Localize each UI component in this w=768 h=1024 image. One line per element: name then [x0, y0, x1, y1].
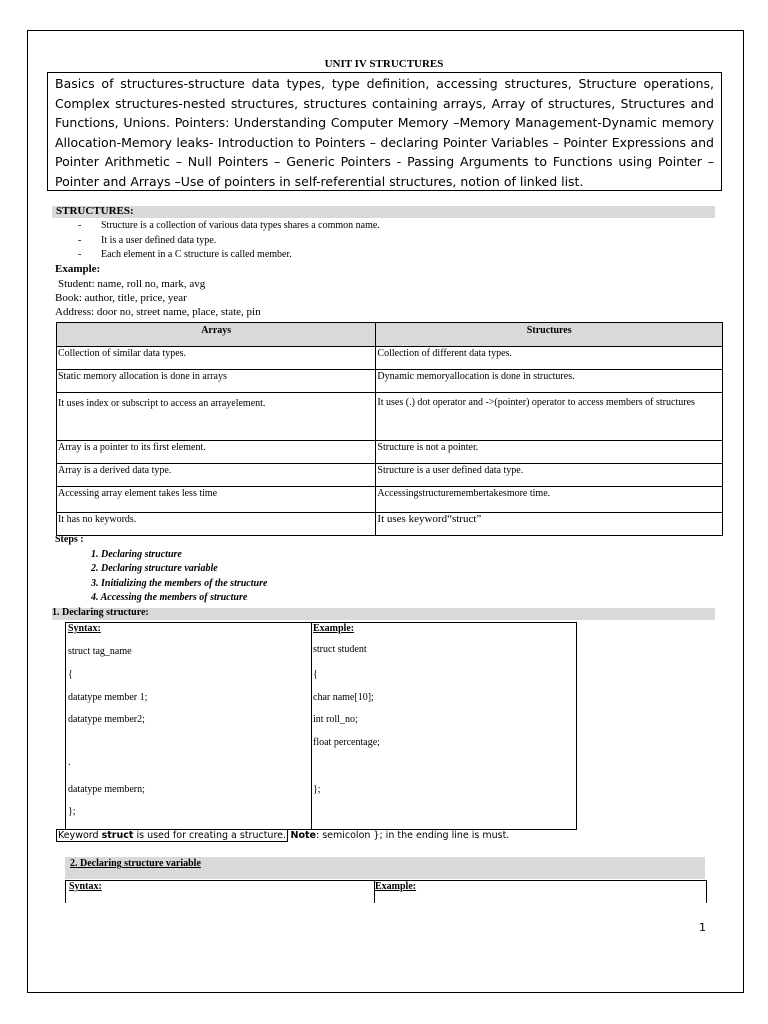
bullet-dash: -	[78, 249, 82, 260]
bullet-item: Structure is a collection of various data types shares a common name.	[101, 220, 380, 231]
syntax-line: };	[68, 806, 76, 817]
syntax-line: .	[68, 757, 71, 768]
sec2-heading: 2. Declaring structure variable	[70, 858, 201, 869]
syntax-line: datatype member 1;	[68, 692, 148, 703]
example-line: Address: door no, street name, place, state, pin	[55, 306, 261, 318]
page-number: 1	[699, 921, 706, 934]
table-cell: Collection of different data types.	[376, 347, 723, 370]
bullet-item: It is a user defined data type.	[101, 235, 217, 246]
table-header-arrays: Arrays	[57, 323, 376, 347]
example-line: Student: name, roll no, mark, avg	[58, 278, 206, 290]
sec2-syntax-box	[65, 880, 707, 903]
keyword-note	[56, 830, 509, 841]
keyword-note-boxed	[56, 829, 288, 842]
note-prefix: Keyword	[58, 830, 102, 841]
declaring-heading-shade	[52, 608, 715, 620]
example-col-label: Example:	[313, 623, 355, 634]
table-cell: Collection of similar data types.	[57, 347, 376, 370]
step-item: 1. Declaring structure	[91, 549, 182, 560]
table-cell: Array is a derived data type.	[57, 464, 376, 487]
table-cell: Structure is a user defined data type.	[376, 464, 723, 487]
table-cell: Accessingstructuremembertakesmore time.	[376, 487, 723, 513]
table-cell: Static memory allocation is done in arrays	[57, 370, 376, 393]
table-cell: Dynamic memoryallocation is done in structures.	[376, 370, 723, 393]
table-cell: Structure is not a pointer.	[376, 441, 723, 464]
example-line: Book: author, title, price, year	[55, 292, 187, 304]
syntax-line: datatype member2;	[68, 714, 145, 725]
example-label: Example:	[55, 263, 101, 275]
note-text: : semicolon }; in the ending line is must.	[315, 830, 510, 841]
bullet-item: Each element in a C structure is called member.	[101, 249, 292, 260]
arrays-vs-structures-table	[56, 322, 723, 536]
example-code-line: int roll_no;	[313, 714, 358, 725]
table-row	[57, 513, 723, 536]
steps-label: Steps :	[55, 534, 84, 545]
note-keyword: struct	[101, 830, 134, 841]
table-row	[57, 370, 723, 393]
step-item: 4. Accessing the members of structure	[91, 592, 248, 603]
step-item: 2. Declaring structure variable	[91, 563, 218, 574]
example-code-line: float percentage;	[313, 737, 380, 748]
syntax-line: datatype membern;	[68, 784, 145, 795]
note-label: Note	[290, 830, 316, 841]
declaring-heading: 1. Declaring structure:	[52, 607, 149, 618]
structures-heading-shade	[52, 206, 715, 218]
table-cell: Accessing array element takes less time	[57, 487, 376, 513]
table-header-row	[57, 323, 723, 347]
table-header-structures: Structures	[376, 323, 723, 347]
table-cell: It uses index or subscript to access an arrayelement.	[57, 393, 376, 441]
table-row	[57, 393, 723, 441]
column-divider	[311, 623, 312, 829]
step-item: 3. Initializing the members of the structure	[91, 578, 268, 589]
syntax-line: {	[68, 669, 73, 680]
table-row	[57, 464, 723, 487]
structures-heading: STRUCTURES:	[56, 205, 134, 217]
sec2-example-label: Example:	[375, 881, 417, 892]
example-code-line: {	[313, 669, 318, 680]
table-row	[57, 441, 723, 464]
table-row	[57, 487, 723, 513]
table-cell: It uses (.) dot operator and ->(pointer) operator to access members of structures	[376, 393, 723, 441]
sec2-syntax-label: Syntax:	[69, 881, 102, 892]
syntax-example-box	[65, 622, 577, 830]
syntax-label: Syntax:	[68, 623, 101, 634]
table-cell: It has no keywords.	[57, 513, 376, 536]
table-row	[57, 347, 723, 370]
table-cell: Array is a pointer to its first element.	[57, 441, 376, 464]
example-code-line: struct student	[313, 644, 367, 655]
example-code-line: char name[10];	[313, 692, 374, 703]
bullet-dash: -	[78, 220, 82, 231]
syntax-line: struct tag_name	[68, 646, 132, 657]
unit-title: UNIT IV STRUCTURES	[324, 58, 444, 70]
example-code-line: };	[313, 784, 321, 795]
table-cell: It uses keyword“struct”	[376, 513, 723, 536]
syllabus-box: Basics of structures-structure data types, type definition, accessing structures, Structure operations, Complex structures-nested structures, structures containing arrays, Array of structures, Structures and Functions, Unions. Pointers: Understanding Computer Memory –Memory Management-Dynamic memory Allocation-Memory leaks- Introduction to Pointers – declaring Pointer Variables – Pointer Expressions and Pointer Arithmetic – Null Pointers – Generic Pointers - Passing Arguments to Functions using Pointer – Pointer and Arrays –Use of pointers in self-referential structures, notion of linked list.	[47, 72, 722, 191]
bullet-dash: -	[78, 235, 82, 246]
note-suffix: is used for creating a structure.	[133, 830, 287, 841]
